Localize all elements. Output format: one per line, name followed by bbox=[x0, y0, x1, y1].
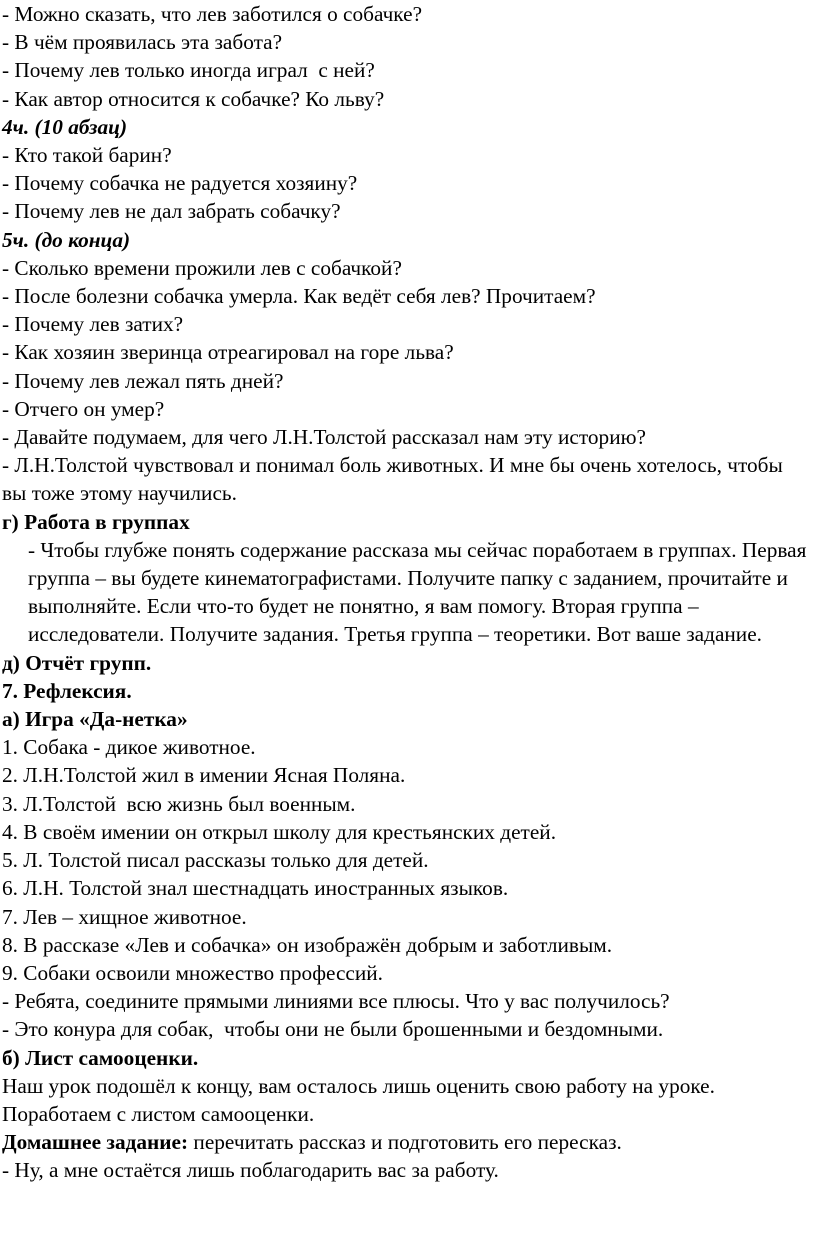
self-evaluation-heading: б) Лист самооценки. bbox=[2, 1045, 199, 1070]
game-statement: 1. Собака - дикое животное. bbox=[2, 735, 256, 760]
part-5-heading: 5ч. (до конца) bbox=[2, 227, 131, 252]
question-line: - Почему лев лежал пять дней? bbox=[2, 368, 284, 393]
group-work-paragraph: - Чтобы глубже понять содержание рассказа мы сейчас поработаем в группах. Первая группа – вы будете кинематографистами. Получите папку с заданием, прочитайте и выполняйте. Если что-то будет не понятно, я вам помогу. Вторая группа – исследователи. Получите задания. Третья группа – теоретики. Вот ваше задание. bbox=[28, 537, 807, 647]
game-heading: а) Игра «Да-нетка» bbox=[2, 707, 188, 732]
closing-line: - Ну, а мне остаётся лишь поблагодарить вас за работу. bbox=[2, 1158, 499, 1183]
answer-line: - Это конура для собак, чтобы они не были брошенными и бездомными. bbox=[2, 1017, 664, 1042]
group-report-heading: д) Отчёт групп. bbox=[2, 650, 152, 675]
reflection-heading: 7. Рефлексия. bbox=[2, 678, 132, 703]
question-line: - Ребята, соедините прямыми линиями все плюсы. Что у вас получилось? bbox=[2, 989, 670, 1014]
game-statement: 9. Собаки освоили множество профессий. bbox=[2, 960, 383, 985]
game-statement: 4. В своём имении он открыл школу для крестьянских детей. bbox=[2, 819, 557, 844]
game-statement: 2. Л.Н.Толстой жил в имении Ясная Поляна. bbox=[2, 763, 406, 788]
question-line: - Как хозяин зверинца отреагировал на горе льва? bbox=[2, 340, 454, 365]
question-line: - В чём проявилась эта забота? bbox=[2, 30, 283, 55]
question-line: - Давайте подумаем, для чего Л.Н.Толстой рассказал нам эту историю? bbox=[2, 425, 646, 450]
game-statement: 3. Л.Толстой всю жизнь был военным. bbox=[2, 791, 356, 816]
group-work-heading: г) Работа в группах bbox=[2, 509, 190, 534]
homework-line bbox=[2, 1128, 812, 1156]
question-line: - Почему лев затих? bbox=[2, 312, 184, 337]
question-line: - Почему лев только иногда играл с ней? bbox=[2, 58, 375, 83]
question-line: - После болезни собачка умерла. Как ведёт себя лев? Прочитаем? bbox=[2, 284, 596, 309]
homework-text: перечитать рассказ и подготовить его пересказ. bbox=[188, 1130, 622, 1155]
question-line: - Почему собачка не радуется хозяину? bbox=[2, 171, 358, 196]
game-statement: 5. Л. Толстой писал рассказы только для детей. bbox=[2, 848, 429, 873]
game-statement: 8. В рассказе «Лев и собачка» он изображён добрым и заботливым. bbox=[2, 932, 613, 957]
part-4-heading: 4ч. (10 абзац) bbox=[2, 114, 128, 139]
teacher-paragraph: - Л.Н.Толстой чувствовал и понимал боль животных. И мне бы очень хотелось, чтобы вы тоже этому научились. bbox=[2, 453, 783, 506]
game-statement: 6. Л.Н. Толстой знал шестнадцать иностранных языков. bbox=[2, 876, 509, 901]
question-line: - Отчего он умер? bbox=[2, 396, 165, 421]
question-line: - Как автор относится к собачке? Ко льву? bbox=[2, 86, 385, 111]
closing-paragraph: Наш урок подошёл к концу, вам осталось лишь оценить свою работу на уроке. Поработаем с листом самооценки. bbox=[2, 1073, 715, 1126]
question-line: - Можно сказать, что лев заботился о собачке? bbox=[2, 2, 423, 26]
homework-label: Домашнее задание: bbox=[2, 1130, 189, 1155]
question-line: - Почему лев не дал забрать собачку? bbox=[2, 199, 341, 224]
question-line: - Кто такой барин? bbox=[2, 143, 172, 168]
game-statement: 7. Лев – хищное животное. bbox=[2, 904, 247, 929]
question-line: - Сколько времени прожили лев с собачкой? bbox=[2, 255, 402, 280]
